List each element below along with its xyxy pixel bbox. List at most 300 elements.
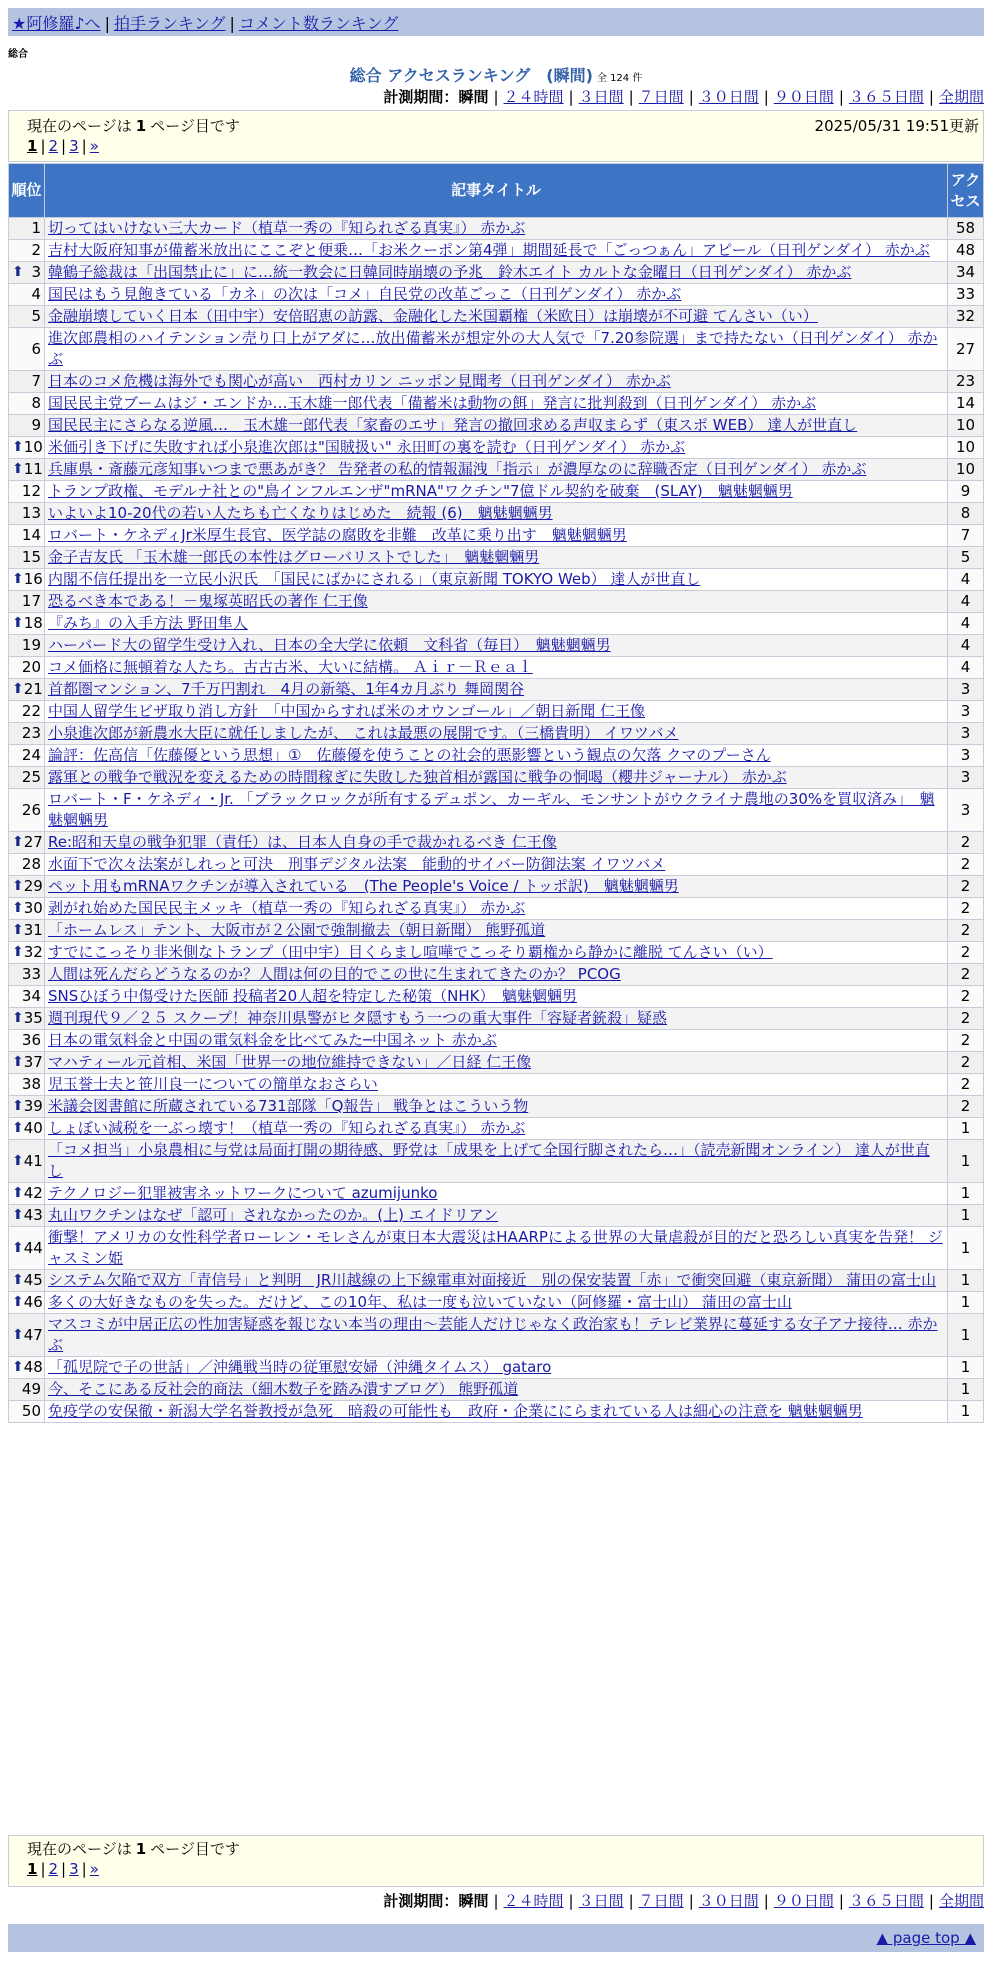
table-row [9,613,984,635]
table-row [9,635,984,657]
title-cell [45,284,948,306]
article-title-link[interactable]: 小泉進次郎が新農水大臣に就任しましたが、 これは最悪の展開です。（三橋貴明） イワツバメ [48,724,679,742]
top-nav [8,8,984,36]
article-title-link[interactable]: 日本の電気料金と中国の電気料金を比べてみた─中国ネット 赤かぶ [48,1031,497,1049]
rank-cell [9,920,45,942]
article-title-link[interactable]: 衝撃！アメリカの女性科学者ローレン・モレさんが東日本大震災はHAARPによる世界の大量虐殺が目的だと恐ろしい真実を告発！ ジャスミン姫 [48,1228,943,1267]
table-row [9,1118,984,1140]
table-row [9,328,984,371]
title-cell [45,459,948,481]
rank-number: 5 [31,307,41,325]
rank-up-arrow-icon: ⬆ [12,1010,24,1026]
rank-cell [9,262,45,284]
article-title-link[interactable]: テクノロジー犯罪被害ネットワークについて azumijunko [48,1184,438,1202]
rank-number: 47 [23,1325,43,1344]
rank-number: 43 [23,1206,43,1224]
access-count: 2 [948,1074,984,1096]
rank-cell [9,1379,45,1401]
column-header-title: 記事タイトル [45,164,948,218]
rank-cell [9,1030,45,1052]
access-count: 14 [948,393,984,415]
rank-cell [9,723,45,745]
title-cell [45,306,948,328]
period-selector-bottom [383,1890,984,1912]
table-row [9,1008,984,1030]
page-separator: | [61,1860,67,1878]
article-title-link[interactable]: マスコミが中居正広の性加害疑惑を報じない本当の理由〜芸能人だけじゃなく政治家も！テレビ業界に蔓延する女子アナ接待… 赤かぶ [48,1315,938,1354]
page-link[interactable]: » [89,137,99,155]
period-separator: | [628,1892,634,1910]
article-title-link[interactable]: 免疫学の安保徹・新潟大学名誉教授が急死 暗殺の可能性も 政府・企業ににらまれている人は細心の注意を 魑魅魍魎男 [48,1402,863,1420]
page-link[interactable]: » [89,1860,99,1878]
rank-cell [9,1074,45,1096]
article-title-link[interactable]: 進次郎農相のハイテンション売り口上がアダに…放出備蓄米が想定外の大人気で「7.20参院選」まで持たない（日刊ゲンダイ） 赤かぶ [48,329,938,368]
rank-cell [9,284,45,306]
access-count: 1 [948,1140,984,1183]
rank-cell [9,657,45,679]
article-title-link[interactable]: ロバート・F・ケネディ・Jr. 「ブラックロックが所有するデュポン、カーギル、モンサントがウクライナ農地の30%を買収済み」 魑魅魍魎男 [48,790,935,829]
page-link[interactable]: 2 [48,137,59,155]
title-cell [45,1052,948,1074]
access-count: 1 [948,1357,984,1379]
access-count: 10 [948,415,984,437]
table-row [9,503,984,525]
title-cell [45,920,948,942]
article-title-link[interactable]: ハーバード大の留学生受け入れ、日本の全大学に依頼 文科省（毎日） 魑魅魍魎男 [48,636,611,654]
article-title-link[interactable]: 金子吉友氏 「玉木雄一郎氏の本性はグローバリストでした」 魑魅魍魎男 [48,548,540,566]
rank-number: 6 [31,339,41,358]
rank-up-arrow-icon: ⬆ [12,1098,24,1114]
table-row [9,920,984,942]
access-count: 48 [948,240,984,262]
title-cell [45,1379,948,1401]
title-cell [45,240,948,262]
article-title-link[interactable]: 首都圏マンション、7千万円割れ 4月の新築、1年4カ月ぶり 舞岡関谷 [48,680,525,698]
rank-number: 24 [21,746,41,764]
current-page-suffix: ページ目です [150,117,240,135]
article-title-link[interactable]: 国民民主党ブームはジ・エンドか…玉木雄一郎代表「備蓄米は動物の餌」発言に批判殺到（日刊ゲンダイ） 赤かぶ [48,394,817,412]
title-cell [45,371,948,393]
title-cell [45,1270,948,1292]
table-row [9,745,984,767]
table-row [9,1227,984,1270]
title-cell [45,898,948,920]
title-cell [45,1183,948,1205]
period-separator: | [628,88,634,106]
access-count: 2 [948,920,984,942]
table-row [9,459,984,481]
rank-up-arrow-icon: ⬆ [12,944,24,960]
rank-up-arrow-icon: ⬆ [12,439,24,455]
rank-number: 28 [21,855,41,873]
access-count: 23 [948,371,984,393]
rank-number: 19 [21,636,41,654]
table-row [9,591,984,613]
rank-number: 48 [23,1358,43,1376]
article-title-link[interactable]: 『みち』の入手方法 野田隼人 [48,614,248,632]
rank-cell [9,701,45,723]
rank-cell [9,613,45,635]
period-option-link[interactable]: ３０日間 [698,88,759,106]
article-title-link[interactable]: 吉村大阪府知事が備蓄米放出にここぞと便乗…「お米クーポン第4弾」期間延長で「ごっつぁん」アピール（日刊ゲンダイ） 赤かぶ [48,241,930,259]
period-separator: | [568,88,574,106]
article-title-link[interactable]: 米価引き下げに失敗すれば小泉進次郎は"国賊扱い" 永田町の裏を読む（日刊ゲンダイ） 赤かぶ [48,438,686,456]
column-header-rank: 順位 [9,164,45,218]
rank-number: 11 [23,460,43,478]
table-row [9,262,984,284]
period-option-link[interactable]: ３日間 [578,88,624,106]
page-separator: | [81,137,87,155]
table-row [9,1292,984,1314]
rank-number: 45 [23,1271,43,1289]
page-current: 1 [27,1860,38,1878]
period-separator: | [493,88,499,106]
title-cell [45,701,948,723]
title-cell [45,635,948,657]
article-title-link[interactable]: 丸山ワクチンはなぜ「認可」されなかったのか。(上) エイドリアン [48,1206,499,1224]
access-count: 3 [948,701,984,723]
access-count: 2 [948,942,984,964]
period-label: 計測期間： [383,1892,459,1910]
rank-cell [9,218,45,240]
article-title-link[interactable]: 中国人留学生ビザ取り消し方針 「中国からすれば米のオウンゴール」／朝日新聞 仁王像 [48,702,645,720]
rank-cell [9,1357,45,1379]
period-separator: | [688,88,694,106]
title-cell [45,1030,948,1052]
article-title-link[interactable]: 国民はもう見飽きている「カネ」の次は「コメ」自民党の改革ごっこ（日刊ゲンダイ） 赤かぶ [48,285,682,303]
article-title-link[interactable]: いよいよ10-20代の若い人たちも亡くなりはじめた 続報 (6) 魑魅魍魎男 [48,504,553,522]
article-title-link[interactable]: 内閣不信任提出を一立民小沢氏 「国民にばかにされる」（東京新聞 TOKYO Web） 達人が世直し [48,570,701,588]
table-row [9,1096,984,1118]
ranking-table-body [9,218,984,1423]
title-cell [45,393,948,415]
article-title-link[interactable]: マハティール元首相、米国「世界一の地位維持できない」／日経 仁王像 [48,1053,532,1071]
rank-up-arrow-icon: ⬆ [12,1054,24,1070]
nav-link-applause-ranking[interactable]: 拍手ランキング [113,14,226,33]
rank-cell [9,1183,45,1205]
article-title-link[interactable]: コメ価格に無頓着な人たち。古古古米、大いに結構。 Ａｉｒ－Ｒｅａｌ [48,658,533,676]
rank-cell [9,591,45,613]
breadcrumb: 総合 [8,49,28,60]
rank-cell [9,1140,45,1183]
rank-cell [9,1118,45,1140]
rank-number: 37 [23,1053,43,1071]
pager-top [8,110,984,162]
rank-up-arrow-icon: ⬆ [12,1326,24,1343]
table-row [9,701,984,723]
article-title-link[interactable]: Re:昭和天皇の戦争犯罪（責任）は、日本人自身の手で裁かれるべき 仁王像 [48,833,557,851]
rank-number: 23 [21,724,41,742]
article-title-link[interactable]: 兵庫県・斎藤元彦知事いつまで悪あがき？ 告発者の私的情報漏洩「指示」が濃厚なのに辞職否定（日刊ゲンダイ） 赤かぶ [48,460,867,478]
access-count: 3 [948,679,984,701]
access-count: 2 [948,964,984,986]
rank-number: 49 [21,1380,41,1398]
access-count: 5 [948,547,984,569]
table-row [9,240,984,262]
article-title-link[interactable]: すでにこっそり非米側なトランプ（田中宇）目くらまし喧嘩でこっそり覇権から静かに離脱 てんさい（い） [48,943,773,961]
rank-cell [9,1096,45,1118]
period-option-link[interactable]: ３６５日間 [848,1892,924,1910]
article-title-link[interactable]: ロバート・ケネディJr米厚生長官、医学誌の腐敗を非難 改革に乗り出す 魑魅魍魎男 [48,526,627,544]
access-count: 3 [948,723,984,745]
rank-number: 12 [21,482,41,500]
nav-separator: | [229,14,235,33]
period-option-link[interactable]: ２４時間 [503,88,564,106]
rank-up-arrow-icon: ⬆ [12,1152,24,1169]
article-title-link[interactable]: 論評：佐高信「佐藤優という思想」① 佐藤優を使うことの社会的悪影響という観点の欠落 クマのプーさん [48,746,771,764]
period-option-link[interactable]: ７日間 [638,1892,684,1910]
rank-cell [9,635,45,657]
title-cell [45,437,948,459]
rank-up-arrow-icon: ⬆ [12,922,24,938]
table-row [9,1379,984,1401]
current-page-text [27,115,240,136]
article-title-link[interactable]: システム欠陥で双方「青信号」と判明 JR川越線の上下線電車対面接近 別の保安装置「赤」で衝突回避（東京新聞） 蒲田の富士山 [48,1271,937,1289]
period-option-link[interactable]: ７日間 [638,88,684,106]
rank-number: 14 [21,526,41,544]
access-count: 4 [948,657,984,679]
access-count: 1 [948,1379,984,1401]
rank-up-arrow-icon: ⬆ [12,615,24,631]
page-link[interactable]: 2 [48,1860,59,1878]
table-row [9,569,984,591]
table-row [9,1314,984,1357]
rank-number: 7 [31,372,41,390]
rank-cell [9,854,45,876]
access-count: 2 [948,1096,984,1118]
article-title-link[interactable]: 「コメ担当」小泉農相に与党は局面打開の期待感、野党は「成果を上げて全国行脚されたら…」（読売新聞オンライン） 達人が世直し [48,1141,930,1180]
rank-number: 38 [21,1075,41,1093]
rank-number: 29 [23,877,43,895]
access-count: 34 [948,262,984,284]
period-option-link[interactable]: ３６５日間 [848,88,924,106]
rank-up-arrow-icon: ⬆ [12,900,24,916]
rank-number: 22 [21,702,41,720]
title-cell [45,657,948,679]
period-separator: | [838,1892,844,1910]
rank-number: 42 [23,1184,43,1202]
period-selector-top [383,86,984,108]
access-count: 1 [948,1314,984,1357]
article-title-link[interactable]: ペット用もmRNAワクチンが導入されている (The People's Voice / トッポ訳) 魑魅魍魎男 [48,877,679,895]
rank-number: 32 [23,943,43,961]
title-cell [45,767,948,789]
title-cell [45,832,948,854]
access-count: 1 [948,1270,984,1292]
access-count: 58 [948,218,984,240]
rank-up-arrow-icon: ⬆ [12,1185,24,1201]
rank-number: 21 [23,680,43,698]
rank-cell [9,525,45,547]
article-title-link[interactable]: 日本のコメ危機は海外でも関心が高い 西村カリン ニッポン見聞考（日刊ゲンダイ） 赤かぶ [48,372,671,390]
title-cell [45,986,948,1008]
title-cell [45,415,948,437]
title-cell [45,876,948,898]
access-count: 2 [948,854,984,876]
rank-number: 50 [21,1402,41,1420]
period-option-link[interactable]: 全期間 [938,88,984,106]
period-option-link[interactable]: ９０日間 [773,1892,834,1910]
table-row [9,854,984,876]
table-row [9,525,984,547]
rank-cell [9,437,45,459]
access-count: 2 [948,898,984,920]
rank-number: 25 [21,768,41,786]
rank-up-arrow-icon: ⬆ [12,1239,24,1256]
access-count: 33 [948,284,984,306]
rank-number: 30 [23,899,43,917]
table-row [9,1270,984,1292]
access-count: 10 [948,437,984,459]
total-count: 全 124 件 [596,73,643,84]
access-count: 1 [948,1401,984,1423]
rank-number: 39 [23,1097,43,1115]
period-option-link[interactable]: ９０日間 [773,88,834,106]
page-separator: | [81,1860,87,1878]
last-updated: 2025/05/31 19:51更新 [814,117,979,135]
rank-up-arrow-icon: ⬆ [12,681,24,697]
article-title-link[interactable]: 週刊現代９／２５ スクープ！神奈川県警がヒタ隠すもう一つの重大事件「容疑者銃殺」疑惑 [48,1009,668,1027]
table-row [9,481,984,503]
rank-number: 15 [21,548,41,566]
article-title-link[interactable]: 人間は死んだらどうなるのか？人間は何の目的でこの世に生まれてきたのか？ PCOG [48,965,621,983]
article-title-link[interactable]: 剥がれ始めた国民民主メッキ（植草一秀の『知られざる真実』） 赤かぶ [48,899,526,917]
article-title-link[interactable]: 「孤児院で子の世話」／沖縄戦当時の従軍慰安婦（沖縄タイムス） gataro [48,1358,552,1376]
table-row [9,679,984,701]
rank-cell [9,876,45,898]
table-row [9,371,984,393]
title-cell [45,745,948,767]
nav-separator: | [104,14,110,33]
table-row [9,964,984,986]
title-cell [45,1401,948,1423]
rank-number: 10 [23,438,43,456]
article-title-link[interactable]: 米議会図書館に所蔵されている731部隊「Q報告」 戦争とはこういう物 [48,1097,529,1115]
article-title-link[interactable]: 多くの大好きなものを失った。だけど、この10年、私は一度も泣いていない（阿修羅・富士山） 蒲田の富士山 [48,1293,792,1311]
access-count: 7 [948,525,984,547]
title-cell [45,613,948,635]
period-separator: | [763,88,769,106]
title-cell [45,569,948,591]
period-label: 計測期間： [383,88,459,106]
access-count: 4 [948,569,984,591]
table-row [9,767,984,789]
title-cell [45,1074,948,1096]
article-title-link[interactable]: 切ってはいけない三大カード（植草一秀の『知られざる真実』） 赤かぶ [48,219,526,237]
rank-up-arrow-icon: ⬆ [12,264,24,280]
article-title-link[interactable]: トランプ政権、モデルナ社との"鳥インフルエンザ"mRNA"ワクチン"7億ドル契約を破棄 (SLAY) 魑魅魍魎男 [48,482,793,500]
period-separator: | [763,1892,769,1910]
access-count: 2 [948,1008,984,1030]
access-count: 2 [948,832,984,854]
period-separator: | [688,1892,694,1910]
article-title-link[interactable]: 今、そこにある反社会的商法（細木数子を踏み潰すブログ） 熊野孤道 [48,1380,519,1398]
page-links [27,1860,99,1878]
rank-number: 41 [23,1151,43,1170]
title-cell [45,942,948,964]
table-row [9,876,984,898]
access-count: 2 [948,986,984,1008]
period-current: 瞬間 [458,1892,489,1910]
article-title-link[interactable]: 国民民主にさらなる逆風… 玉木雄一郎代表「家畜のエサ」発言の撤回求める声収まらず（東スポ WEB） 達人が世直し [48,416,858,434]
title-cell [45,854,948,876]
table-row [9,1030,984,1052]
access-count: 9 [948,481,984,503]
current-page-number: 1 [135,117,147,135]
page-top-link[interactable]: ▲ page top ▲ [876,1929,976,1947]
access-count: 8 [948,503,984,525]
rank-up-arrow-icon: ⬆ [12,1272,24,1288]
ranking-table [8,163,984,1423]
article-title-link[interactable]: 金融崩壊していく日本（田中宇）安倍昭恵の訪露、金融化した米国覇権（米欧日）は崩壊が不可避 てんさい（い） [48,307,818,325]
period-separator: | [838,88,844,106]
rank-number: 33 [21,965,41,983]
access-count: 10 [948,459,984,481]
access-count: 1 [948,1118,984,1140]
table-row [9,657,984,679]
title-cell [45,481,948,503]
article-title-link[interactable]: 「ホームレス」テント、大阪市が２公園で強制撤去（朝日新聞） 熊野孤道 [48,921,546,939]
rank-cell [9,964,45,986]
article-title-link[interactable]: 露軍との戦争で戦況を変えるための時間稼ぎに失敗した独首相が露国に戦争の恫喝（櫻井ジャーナル） 赤かぶ [48,768,787,786]
period-option-link[interactable]: 全期間 [938,1892,984,1910]
table-row [9,306,984,328]
nav-link-asyura[interactable]: ★阿修羅♪へ [12,14,101,33]
page-title-block [0,63,992,86]
page-link[interactable]: 3 [69,137,79,155]
page-separator: | [61,137,67,155]
table-header-row [9,164,984,218]
article-title-link[interactable]: 児玉誉士夫と笹川良一についての簡単なおさらい [48,1075,378,1093]
access-count: 1 [948,1183,984,1205]
rank-cell [9,832,45,854]
rank-cell [9,306,45,328]
article-title-link[interactable]: SNSひぼう中傷受けた医師 投稿者20人超を特定した秘策（NHK） 魑魅魍魎男 [48,987,577,1005]
footer-bar [8,1924,984,1952]
table-row [9,1357,984,1379]
title-cell [45,1227,948,1270]
rank-up-arrow-icon: ⬆ [12,1120,24,1136]
rank-cell [9,1270,45,1292]
article-title-link[interactable]: しょぼい減税を一ぶっ壊す！（植草一秀の『知られざる真実』） 赤かぶ [48,1119,526,1137]
article-title-link[interactable]: 韓鶴子総裁は「出国禁止に」に…統一教会に日韓同時崩壊の予兆 鈴木エイト カルトな金曜日（日刊ゲンダイ） 赤かぶ [48,263,852,281]
nav-link-comment-ranking[interactable]: コメント数ランキング [238,14,399,33]
table-row [9,415,984,437]
rank-cell [9,459,45,481]
rank-cell [9,1052,45,1074]
period-option-link[interactable]: ２４時間 [503,1892,564,1910]
rank-cell [9,569,45,591]
period-option-link[interactable]: ３０日間 [698,1892,759,1910]
article-title-link[interactable]: 水面下で次々法案がしれっと可決 刑事デジタル法案 能動的サイバー防御法案 イワツバメ [48,855,666,873]
period-separator: | [928,1892,934,1910]
rank-number: 17 [21,592,41,610]
title-cell [45,1292,948,1314]
table-row [9,1140,984,1183]
access-count: 2 [948,1030,984,1052]
rank-number: 35 [23,1009,43,1027]
page-link[interactable]: 3 [69,1860,79,1878]
access-count: 2 [948,876,984,898]
rank-cell [9,371,45,393]
table-row [9,1074,984,1096]
rank-cell [9,1292,45,1314]
rank-number: 27 [23,833,43,851]
table-row [9,1052,984,1074]
article-title-link[interactable]: 恐るべき本である！－鬼塚英昭氏の著作 仁王像 [48,592,368,610]
rank-number: 13 [21,504,41,522]
period-option-link[interactable]: ３日間 [578,1892,624,1910]
